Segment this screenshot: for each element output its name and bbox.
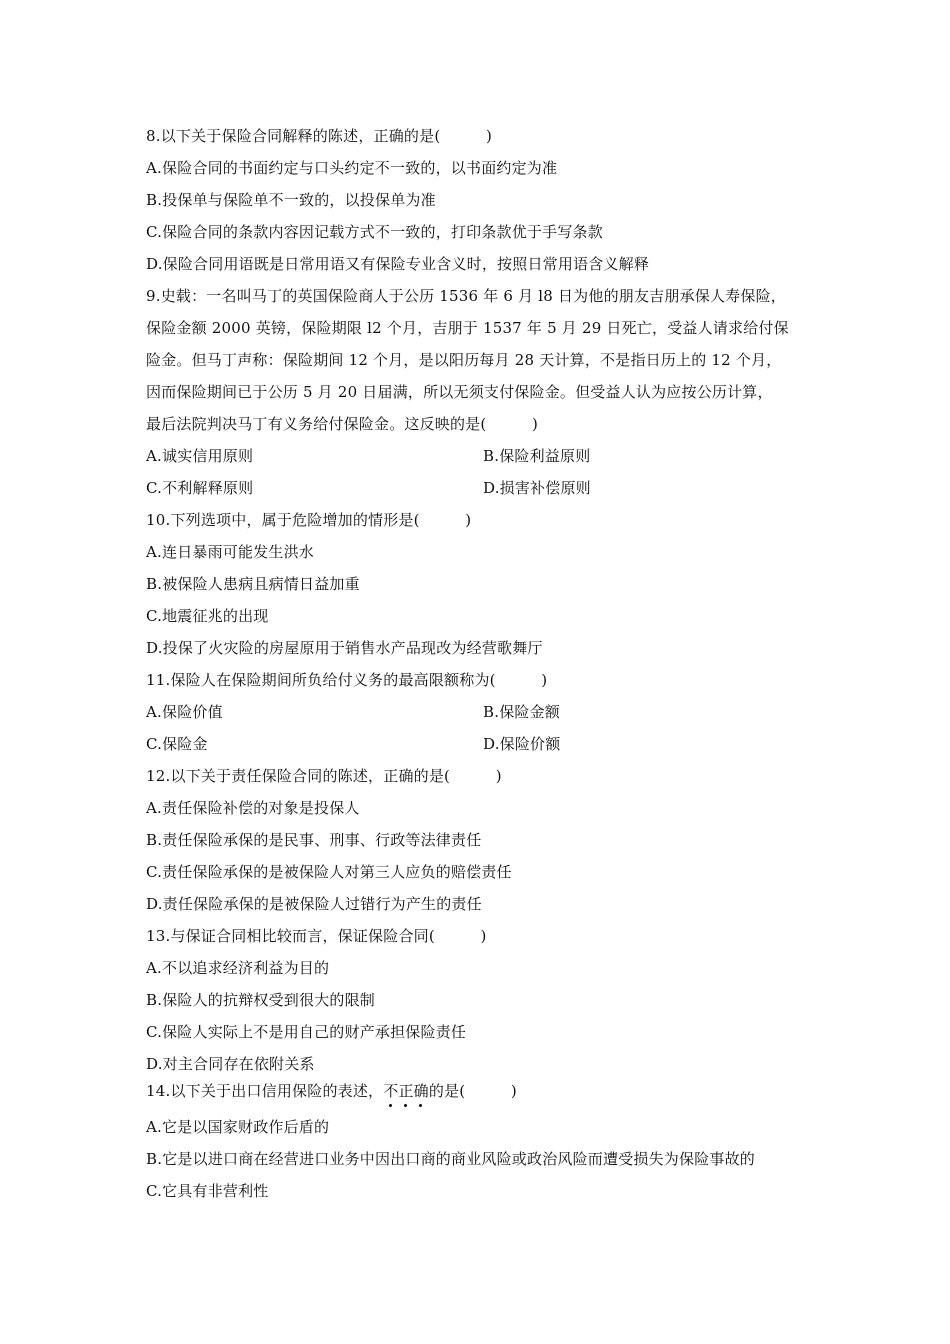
question-14-stem [146,1081,517,1101]
question-14-option-a: A.它是以国家财政作后盾的 [146,1118,330,1136]
question-13-option-a: A.不以追求经济利益为目的 [146,959,330,977]
question-14-emphasis [383,1082,429,1100]
question-14-stem-suffix: 的是( ) [428,1082,517,1100]
question-12-option-d: D.责任保险承保的是被保险人过错行为产生的责任 [146,895,482,913]
question-13-option-c: C.保险人实际上不是用自己的财产承担保险责任 [146,1023,467,1041]
question-13-stem: 13.与保证合同相比较而言，保证保险合同( ) [146,927,487,945]
emphasis-dot [389,1104,392,1107]
question-9-option-a: A.诚实信用原则 [146,447,254,465]
question-8-option-b: B.投保单与保险单不一致的，以投保单为准 [146,191,436,209]
question-11-option-b: B.保险金额 [483,703,560,721]
question-11-stem: 11.保险人在保险期间所负给付义务的最高限额称为( ) [146,671,548,689]
question-8-option-d: D.保险合同用语既是日常用语又有保险专业含义时，按照日常用语含义解释 [146,255,650,273]
emphasis-dot [404,1104,407,1107]
question-11-option-c: C.保险金 [146,735,208,753]
question-10-option-c: C.地震征兆的出现 [146,607,269,625]
question-13-option-b: B.保险人的抗辩权受到很大的限制 [146,991,375,1009]
question-9-option-c: C.不利解释原则 [146,479,254,497]
question-11-option-d: D.保险价额 [483,735,561,753]
question-8-stem: 8.以下关于保险合同解释的陈述，正确的是( ) [146,127,493,145]
question-9-stem-line-3: 险金。但马丁声称：保险期间 12 个月，是以阳历每月 28 天计算，不是指日历上的 12 个月， [146,351,782,369]
question-12-option-a: A.责任保险补偿的对象是投保人 [146,799,360,817]
question-14-option-b: B.它是以进口商在经营进口业务中因出口商的商业风险或政治风险而遭受损失为保险事故的 [146,1150,755,1168]
question-14-option-c: C.它具有非营利性 [146,1182,269,1200]
question-12-option-b: B.责任保险承保的是民事、刑事、行政等法律责任 [146,831,482,849]
question-10-option-d: D.投保了火灾险的房屋原用于销售水产品现改为经营歌舞厅 [146,639,543,657]
question-14-stem-prefix: 14.以下关于出口信用保险的表述， [146,1082,384,1100]
question-12-stem: 12.以下关于责任保险合同的陈述，正确的是( ) [146,767,502,785]
question-9-stem-line-5: 最后法院判决马丁有义务给付保险金。这反映的是( ) [146,415,539,433]
question-9-option-b: B.保险利益原则 [483,447,591,465]
emphasis-dot [419,1104,422,1107]
question-10-stem: 10.下列选项中，属于危险增加的情形是( ) [146,511,472,529]
question-9-stem-line-1: 9.史载：一名叫马丁的英国保险商人于公历 1536 年 6 月 l8 日为他的朋友吉朋承保人寿保险， [146,287,786,305]
question-10-option-b: B.被保险人患病且病情日益加重 [146,575,360,593]
question-8-option-c: C.保险合同的条款内容因记载方式不一致的，打印条款优于手写条款 [146,223,603,241]
question-14-emphasis-text: 不正确 [383,1082,429,1100]
question-13-option-d: D.对主合同存在依附关系 [146,1055,315,1073]
question-9-stem-line-2: 保险金额 2000 英镑，保险期限 l2 个月，吉朋于 1537 年 5 月 29 日死亡，受益人请求给付保 [146,319,789,337]
question-8-option-a: A.保险合同的书面约定与口头约定不一致的，以书面约定为准 [146,159,558,177]
question-9-stem-line-4: 因而保险期间已于公历 5 月 20 日届满，所以无须支付保险金。但受益人认为应按公历计算， [146,383,773,401]
question-10-option-a: A.连日暴雨可能发生洪水 [146,543,315,561]
question-12-option-c: C.责任保险承保的是被保险人对第三人应负的赔偿责任 [146,863,512,881]
question-9-option-d: D.损害补偿原则 [483,479,591,497]
question-11-option-a: A.保险价值 [146,703,223,721]
